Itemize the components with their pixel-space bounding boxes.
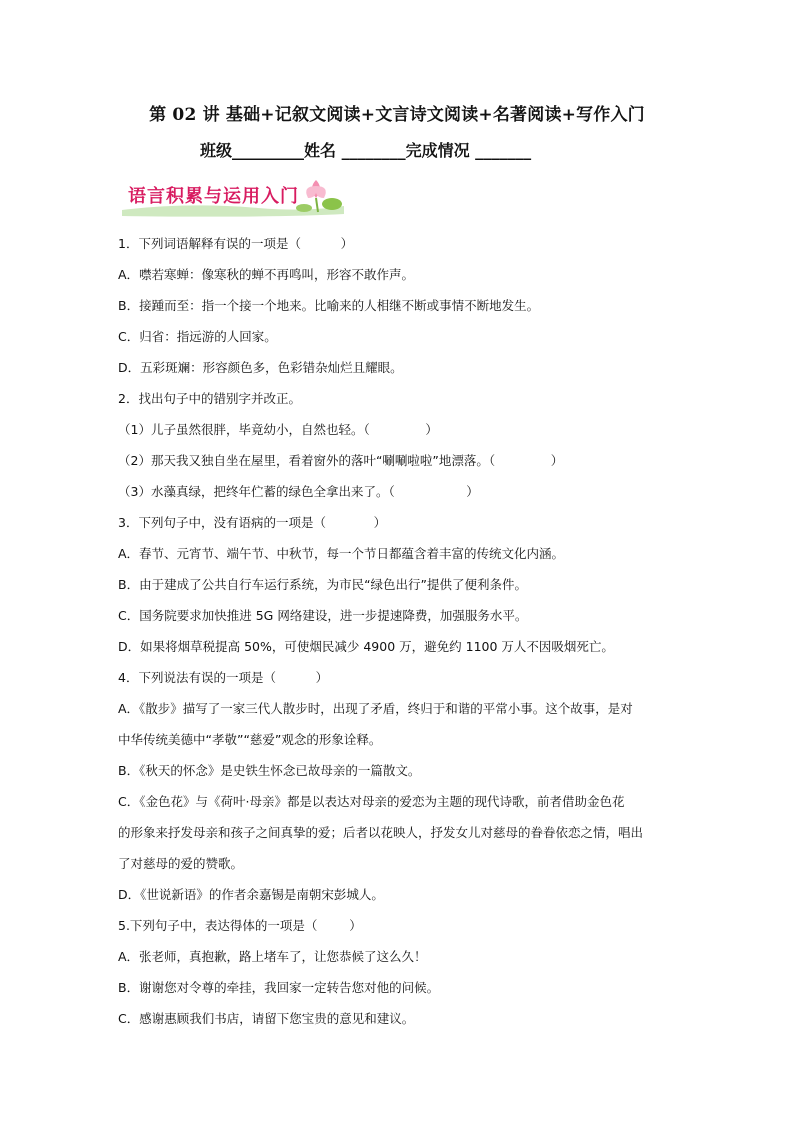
option-line: A．春节、元宵节、端午节、中秋节，每一个节日都蕴含着丰富的传统文化内涵。 xyxy=(118,546,565,561)
option-line: D．如果将烟草税提高 50%，可使烟民减少 4900 万，避免约 1100 万人不因吸烟死亡。 xyxy=(118,639,614,654)
question-line: 5.下列句子中，表达得体的一项是（ ） xyxy=(118,918,362,933)
section-banner xyxy=(118,172,348,218)
sub-question-line: （1）儿子虽然很胖，毕竟幼小，自然也轻。（ ） xyxy=(118,422,438,437)
option-line: C．感谢惠顾我们书店，请留下您宝贵的意见和建议。 xyxy=(118,1011,415,1026)
question-list xyxy=(118,228,698,1034)
option-line: C．国务院要求加快推进 5G 网络建设，进一步提速降费，加强服务水平。 xyxy=(118,608,528,623)
question-line: 3．下列句子中，没有语病的一项是（ ） xyxy=(118,515,387,530)
lotus-icon xyxy=(296,180,342,212)
question-line: 1．下列词语解释有误的一项是（ ） xyxy=(118,236,354,251)
option-line: A．《散步》描写了一家三代人散步时，出现了矛盾，终归于和谐的平常小事。这个故事，是对 xyxy=(118,701,633,716)
option-continuation: 中华传统美德中“孝敬”“慈爱”观念的形象诠释。 xyxy=(118,732,382,747)
banner-title: 语言积累与运用入门 xyxy=(128,186,299,207)
option-line: A．噤若寒蝉：像寒秋的蝉不再鸣叫，形容不敢作声。 xyxy=(118,267,415,282)
sub-question-line: （2）那天我又独自坐在屋里，看着窗外的落叶“唰唰啦啦”地漂落。（ ） xyxy=(118,453,564,468)
page-title: 第 02 讲 基础+记叙文阅读+文言诗文阅读+名著阅读+写作入门 xyxy=(149,105,645,125)
option-line: B．接踵而至：指一个接一个地来。比喻来的人相继不断或事情不断地发生。 xyxy=(118,298,540,313)
option-line: B．谢谢您对令尊的牵挂，我回家一定转告您对他的问候。 xyxy=(118,980,440,995)
question-line: 4．下列说法有误的一项是（ ） xyxy=(118,670,329,685)
option-line: C．归省：指远游的人回家。 xyxy=(118,329,277,344)
question-line: 2．找出句子中的错别字并改正。 xyxy=(118,391,301,406)
option-line: C．《金色花》与《荷叶·母亲》都是以表达对母亲的爱恋为主题的现代诗歌，前者借助金色花 xyxy=(118,794,625,809)
sub-question-line: （3）水藻真绿，把终年伫蓄的绿色全拿出来了。（ ） xyxy=(118,484,479,499)
option-continuation: 的形象来抒发母亲和孩子之间真挚的爱；后者以花映人，抒发女儿对慈母的眷眷依恋之情，唱出 xyxy=(118,825,644,840)
option-line: D．五彩斑斓：形容颜色多，色彩错杂灿烂且耀眼。 xyxy=(118,360,403,375)
option-line: B．《秋天的怀念》是史铁生怀念已故母亲的一篇散文。 xyxy=(118,763,421,778)
option-line: B．由于建成了公共自行车运行系统，为市民“绿色出行”提供了便利条件。 xyxy=(118,577,528,592)
option-continuation: 了对慈母的爱的赞歌。 xyxy=(118,856,244,871)
student-info-line: 班级_________姓名 ________完成情况 _______ xyxy=(200,141,532,160)
option-line: A．张老师，真抱歉，路上堵车了，让您恭候了这么久！ xyxy=(118,949,427,964)
option-line: D．《世说新语》的作者余嘉锡是南朝宋彭城人。 xyxy=(118,887,384,902)
